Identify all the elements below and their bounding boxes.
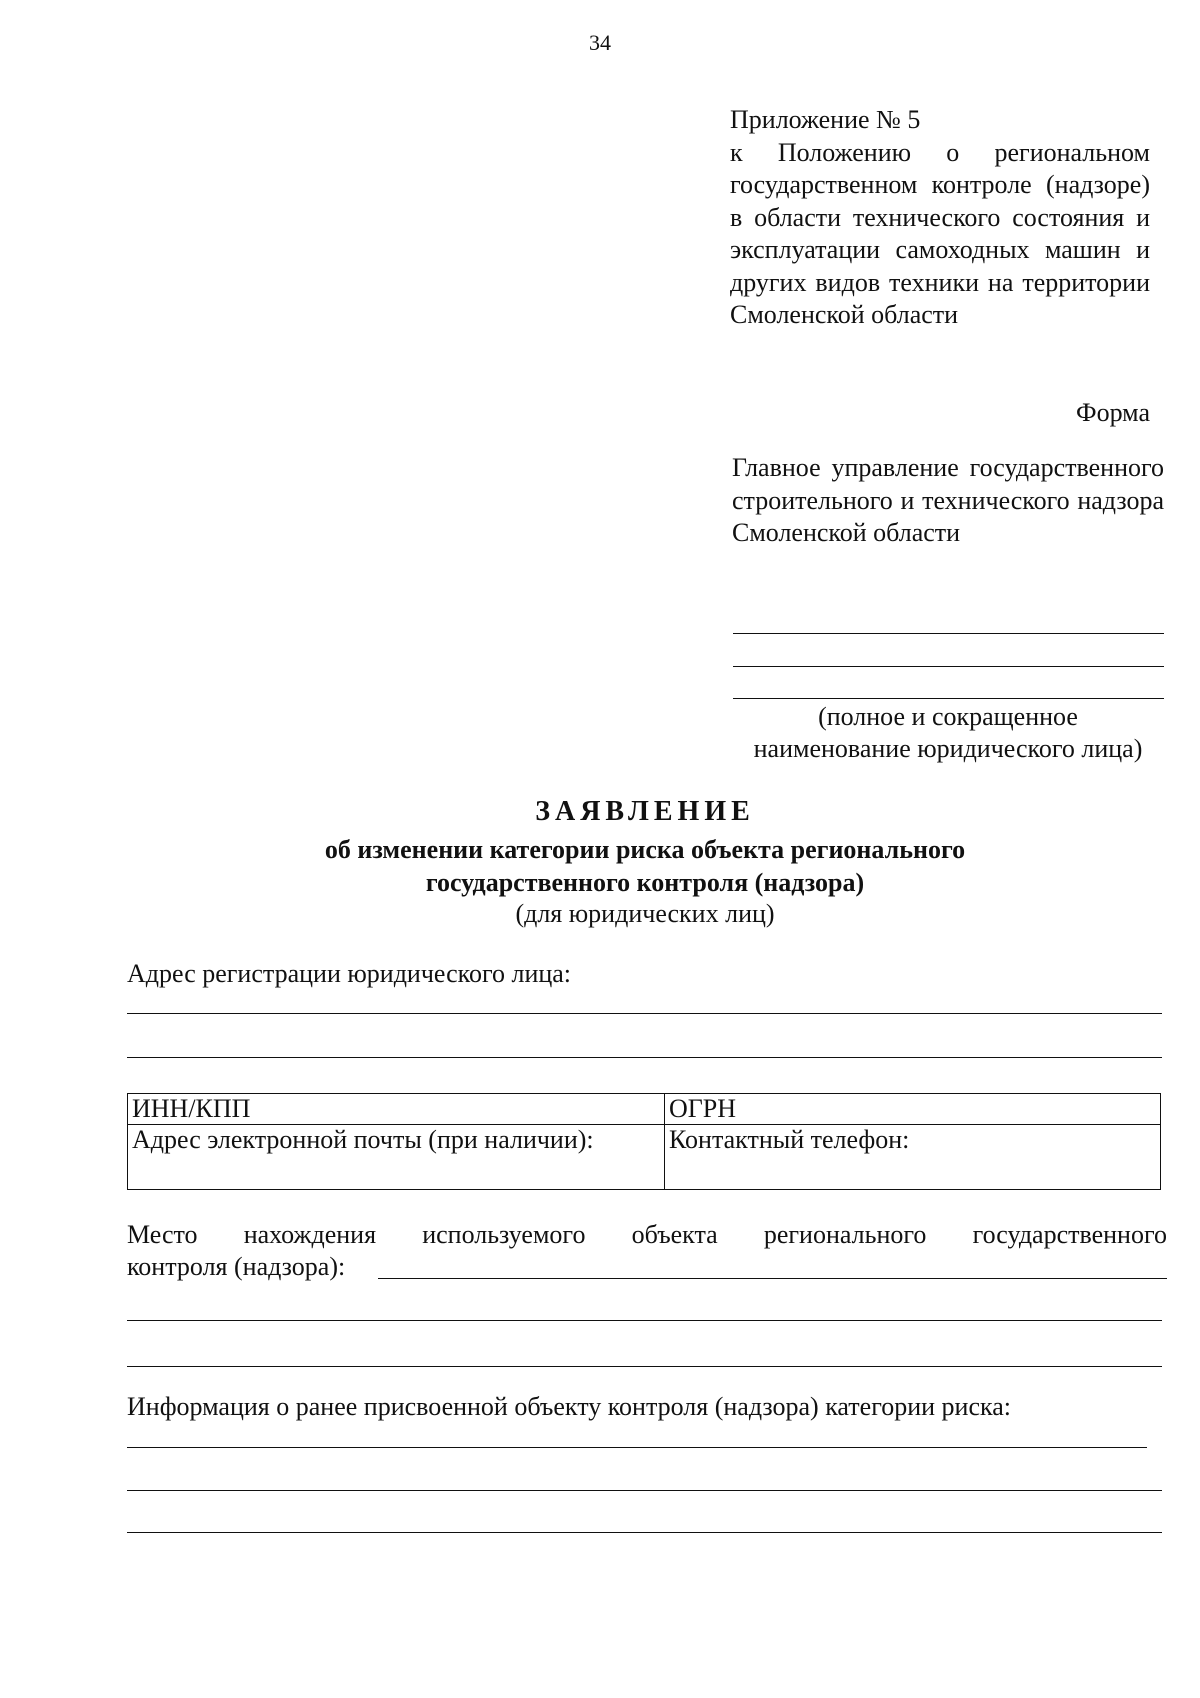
phone-cell[interactable]: Контактный телефон:	[665, 1125, 1161, 1190]
risk-info-line-2[interactable]	[127, 1490, 1162, 1491]
ogrn-cell[interactable]: ОГРН	[665, 1094, 1161, 1125]
subtitle-line-2: государственного контроля (надзора)	[425, 867, 865, 897]
registration-address-line-1[interactable]	[127, 1013, 1162, 1014]
form-label: Форма	[1076, 398, 1150, 427]
subtitle-line-1: об изменении категории риска объекта регионального	[324, 835, 966, 864]
inn-kpp-cell[interactable]: ИНН/КПП	[128, 1094, 665, 1125]
location-line-3[interactable]	[127, 1366, 1162, 1367]
document-subtitle	[0, 834, 1200, 899]
location-label-line-2: контроля (надзора):	[127, 1252, 346, 1281]
risk-info-line-3[interactable]	[127, 1532, 1162, 1533]
caption-line-2: наименование юридического лица)	[753, 734, 1143, 763]
page-number: 34	[589, 30, 611, 55]
requisites-table	[127, 1093, 1161, 1190]
registration-address-label: Адрес регистрации юридического лица:	[127, 959, 572, 988]
entity-name-line-1[interactable]	[733, 633, 1164, 634]
table-row	[128, 1094, 1161, 1125]
location-label-line-1: Место нахождения используемого объекта регионального государственного	[127, 1220, 1167, 1249]
appendix-title: Приложение № 5	[730, 105, 921, 134]
entity-name-line-2[interactable]	[733, 666, 1164, 667]
entity-name-line-3[interactable]	[733, 698, 1164, 699]
risk-info-line-1[interactable]	[127, 1447, 1147, 1448]
email-cell[interactable]: Адрес электронной почты (при наличии):	[128, 1125, 665, 1190]
caption-line-1: (полное и сокращенное	[818, 702, 1078, 731]
risk-info-label: Информация о ранее присвоенной объекту контроля (надзора) категории риска:	[127, 1392, 1011, 1421]
addressee-text: Главное управление государственного строительного и технического надзора Смоленской области	[732, 453, 1164, 547]
appendix-text: к Положению о региональном государственном контроле (надзоре) в области технического состояния и эксплуатации самоходных машин и других видов техники на территории Смоленской области	[730, 137, 1150, 329]
table-row	[128, 1125, 1161, 1190]
entity-name-caption	[732, 701, 1164, 765]
appendix-block	[730, 104, 1150, 332]
location-line-1[interactable]	[378, 1278, 1167, 1279]
document-title: ЗАЯВЛЕНИЕ	[535, 796, 755, 827]
location-line-2[interactable]	[127, 1320, 1162, 1321]
registration-address-line-2[interactable]	[127, 1057, 1162, 1058]
document-note: (для юридических лиц)	[515, 899, 775, 928]
